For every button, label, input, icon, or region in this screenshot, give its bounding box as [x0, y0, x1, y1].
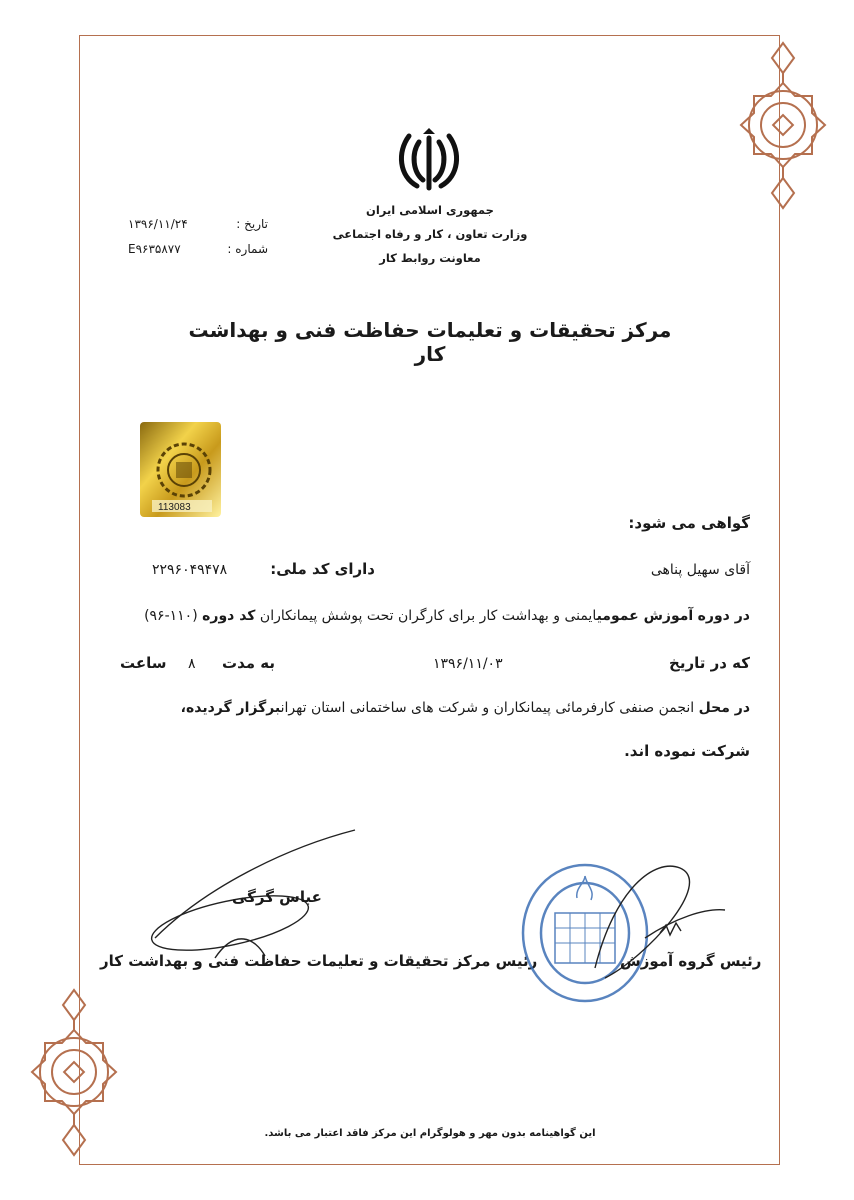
number-label: شماره :: [227, 242, 268, 256]
issuer-header: [330, 198, 530, 270]
participated-text: شرکت نموده اند.: [624, 742, 750, 760]
course-line: [144, 608, 750, 624]
department-name: معاونت روابط کار: [379, 251, 481, 265]
course-code-label: کد دوره: [202, 608, 256, 624]
course-code-value: (۱۱۰-۹۶): [144, 608, 198, 624]
course-type: آموزش عمومی: [596, 608, 694, 624]
iran-emblem-icon: [395, 128, 463, 198]
date-label: تاریخ :: [236, 217, 268, 231]
certify-heading: گواهی می شود:: [628, 514, 750, 532]
course-title: ایمنی و بهداشت کار برای کارگران تحت پوشش پیمانکاران: [259, 608, 597, 624]
date-value: ۱۳۹۶/۱۱/۲۴: [128, 217, 188, 231]
right-signer-title: رئیس گروه آموزش: [620, 952, 762, 970]
location-prefix: در محل: [698, 700, 750, 716]
ornament-top-right: [726, 38, 841, 213]
left-signer-name: عباس گرگی: [232, 888, 322, 906]
course-date: ۱۳۹۶/۱۱/۰۳: [433, 656, 503, 672]
national-code-value: ۲۲۹۶۰۴۹۴۷۸: [152, 562, 228, 578]
hologram-serial: 113083: [158, 502, 191, 513]
validity-note: این گواهینامه بدون مهر و هولوگرام این مرکز فاقد اعتبار می باشد.: [264, 1128, 596, 1139]
date-prefix: که در تاریخ: [669, 654, 750, 672]
duration-label: به مدت: [222, 654, 275, 672]
national-code-label: دارای کد ملی:: [270, 560, 375, 578]
document-meta: [128, 212, 268, 262]
ornament-bottom-left: [17, 985, 132, 1160]
page-title: مرکز تحقیقات و تعلیمات حفاظت فنی و بهداشت کار: [188, 318, 672, 366]
duration-unit: ساعت: [120, 654, 167, 672]
country-name: جمهوری اسلامی ایران: [366, 203, 494, 217]
course-prefix: در دوره: [697, 608, 750, 624]
location-text: انجمن صنفی کارفرمائی پیمانکاران و شرکت های ساختمانی استان تهران: [280, 700, 695, 716]
number-value: E۹۶۳۵۸۷۷: [128, 242, 181, 256]
person-name: آقای سهیل پناهی: [650, 562, 750, 578]
ministry-name: وزارت تعاون ، کار و رفاه اجتماعی: [332, 227, 528, 241]
left-signer-title: رئیس مرکز تحقیقات و تعلیمات حفاظت فنی و بهداشت کار: [100, 952, 538, 970]
duration-value: ۸: [188, 656, 196, 672]
location-line: [181, 700, 750, 716]
held-text: برگزار گردیده،: [180, 700, 281, 716]
